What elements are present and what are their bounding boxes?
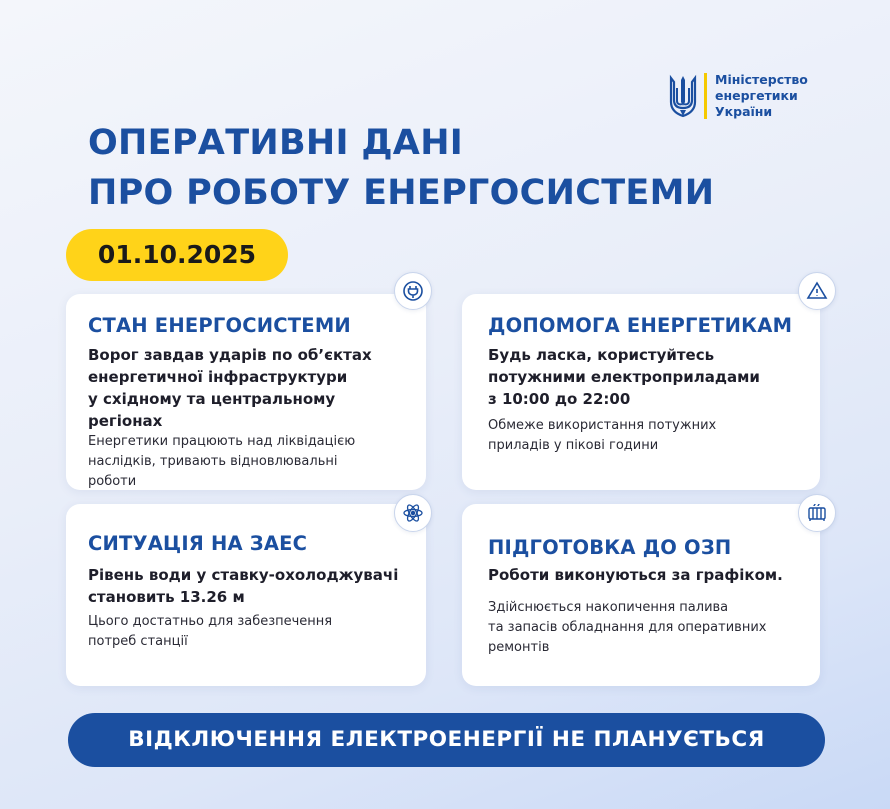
card-sub-line: Енергетики працюють над ліквідацією — [88, 434, 356, 449]
card-sub-line: приладів у пікові години — [488, 438, 659, 453]
card-main-line: регіонах — [88, 412, 163, 430]
card-sub-text — [488, 416, 716, 456]
ministry-name-line2: енергетики — [715, 88, 798, 103]
card-main-line: з 10:00 до 22:00 — [488, 390, 631, 408]
card-sub-line: та запасів обладнання для оперативних — [488, 620, 767, 635]
card-sub-text — [488, 598, 766, 658]
page-title-line1: ОПЕРАТИВНІ ДАНІ — [88, 123, 464, 163]
page-title — [88, 118, 714, 218]
date-badge: 01.10.2025 — [66, 229, 288, 281]
card-zaes-situation — [66, 504, 426, 686]
card-sub-line: Обмеже використання потужних — [488, 418, 717, 433]
card-main-text — [88, 344, 372, 432]
card-main-line: потужними електроприладами — [488, 368, 760, 386]
ministry-name-line3: України — [715, 104, 773, 119]
trident-icon — [668, 74, 698, 118]
card-sub-line: ремонтів — [488, 640, 550, 655]
card-main-text — [488, 564, 783, 586]
card-main-text — [88, 564, 398, 608]
card-title: ПІДГОТОВКА ДО ОЗП — [488, 536, 732, 559]
card-title: ДОПОМОГА ЕНЕРГЕТИКАМ — [488, 314, 793, 337]
card-main-line: у східному та центральному — [88, 390, 336, 408]
card-sub-text — [88, 612, 332, 652]
ministry-name — [715, 72, 808, 120]
card-title: СИТУАЦІЯ НА ЗАЕС — [88, 532, 308, 555]
radiator-icon — [798, 494, 836, 532]
card-main-text — [488, 344, 760, 410]
card-main-line: Рівень води у ставку-охолоджувачі — [88, 566, 399, 584]
card-main-line: становить 13.26 м — [88, 588, 245, 606]
card-main-line: енергетичної інфраструктури — [88, 368, 348, 386]
card-main-line: Ворог завдав ударів по об’єктах — [88, 346, 372, 364]
card-main-line: Будь ласка, користуйтесь — [488, 346, 715, 364]
card-title: СТАН ЕНЕРГОСИСТЕМИ — [88, 314, 351, 337]
card-sub-line: роботи — [88, 474, 137, 489]
page-title-line2: ПРО РОБОТУ ЕНЕРГОСИСТЕМИ — [88, 173, 715, 213]
logo-divider — [704, 73, 707, 119]
card-main-line: Роботи виконуються за графіком. — [488, 566, 783, 584]
card-sub-text — [88, 432, 355, 492]
card-sub-line: потреб станції — [88, 634, 188, 649]
atom-icon — [394, 494, 432, 532]
card-help-energy-workers — [462, 294, 820, 490]
card-heating-season-preparation — [462, 504, 820, 686]
card-sub-line: наслідків, тривають відновлювальні — [88, 454, 338, 469]
card-energy-system-status — [66, 294, 426, 490]
power-plug-icon — [394, 272, 432, 310]
no-outages-banner: ВІДКЛЮЧЕННЯ ЕЛЕКТРОЕНЕРГІЇ НЕ ПЛАНУЄТЬСЯ — [68, 713, 825, 767]
ministry-name-line1: Міністерство — [715, 72, 808, 87]
card-sub-line: Цього достатньо для забезпечення — [88, 614, 333, 629]
card-sub-line: Здійснюється накопичення палива — [488, 600, 729, 615]
warning-icon — [798, 272, 836, 310]
ministry-logo — [668, 72, 808, 120]
